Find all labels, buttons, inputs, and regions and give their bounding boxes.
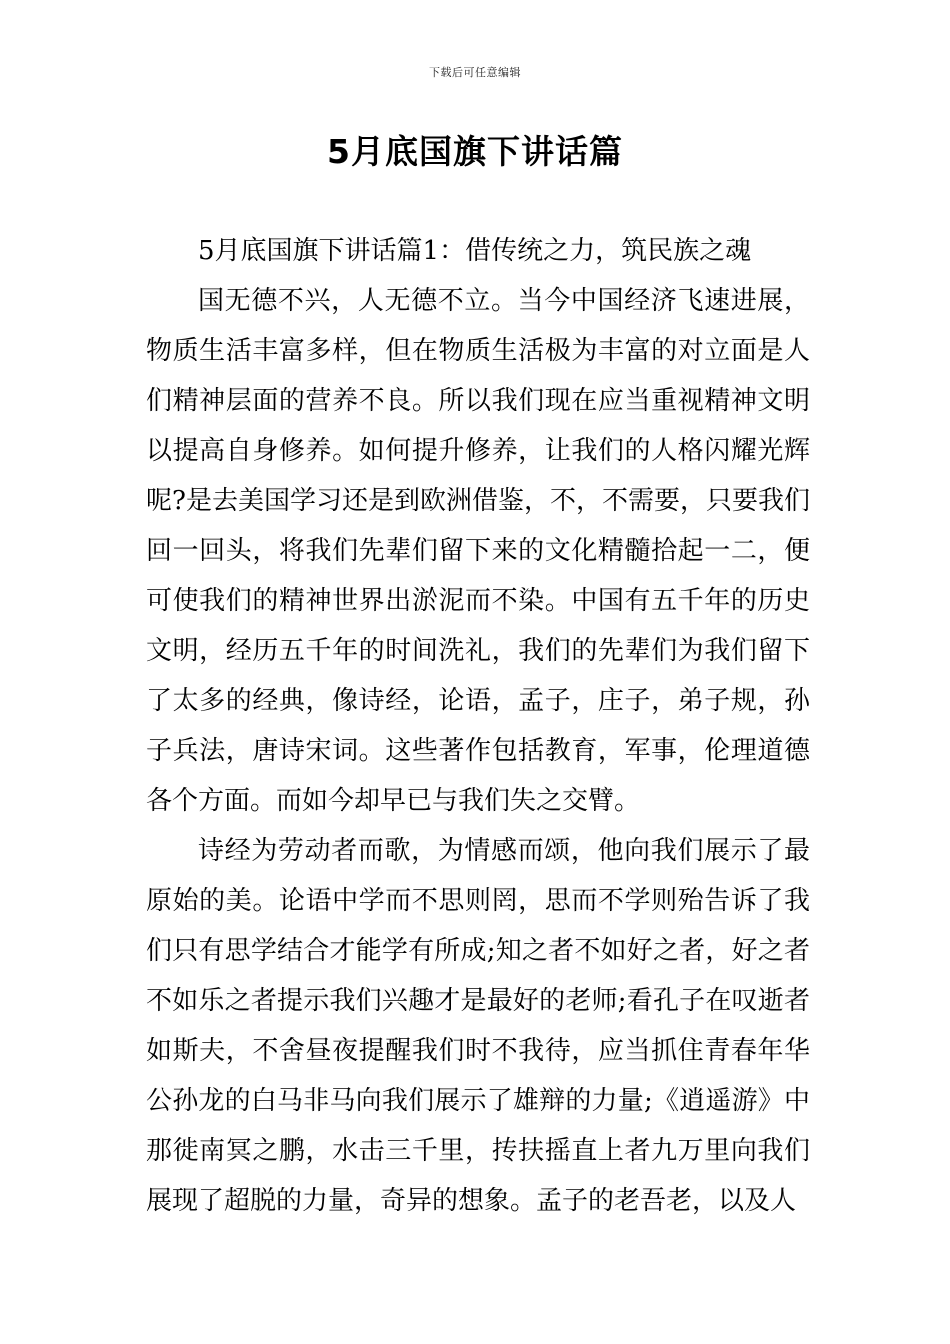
document-title: 5月底国旗下讲话篇	[327, 132, 623, 171]
body-paragraph-2: 诗经为劳动者而歌，为情感而颂，他向我们展示了最原始的美。论语中学而不思则罔，思而不学则殆告诉了我们只有思学结合才能学有所成;知之者不如好之者，好之者不如乐之者提示我们兴趣才是最好的老师;看孔子在叹逝者如斯夫，不舍昼夜提醒我们时不我待，应当抓住青春年华公孙龙的白马非马向我们展示了雄辩的力量;《逍遥游》中那徙南冥之鹏，水击三千里，抟扶摇直上者九万里向我们展现了超脱的力量，奇异的想象。孟子的老吾老，以及人	[146, 836, 810, 1216]
section-subtitle: 5月底国旗下讲话篇1：借传统之力，筑民族之魂	[198, 236, 752, 266]
header-note: 下载后可任意编辑	[429, 66, 521, 79]
body-paragraph-1: 国无德不兴，人无德不立。当今中国经济飞速进展，物质生活丰富多样，但在物质生活极为丰富的对立面是人们精神层面的营养不良。所以我们现在应当重视精神文明以提高自身修养。如何提升修养，让我们的人格闪耀光辉呢?是去美国学习还是到欧洲借鉴，不，不需要，只要我们回一回头，将我们先辈们留下来的文化精髓拾起一二，便可使我们的精神世界出淤泥而不染。中国有五千年的历史文明，经历五千年的时间洗礼，我们的先辈们为我们留下了太多的经典，像诗经，论语，孟子，庄子，弟子规，孙子兵法，唐诗宋词。这些著作包括教育，军事，伦理道德各个方面。而如今却早已与我们失之交臂。	[146, 286, 810, 816]
document-body	[146, 226, 810, 1226]
